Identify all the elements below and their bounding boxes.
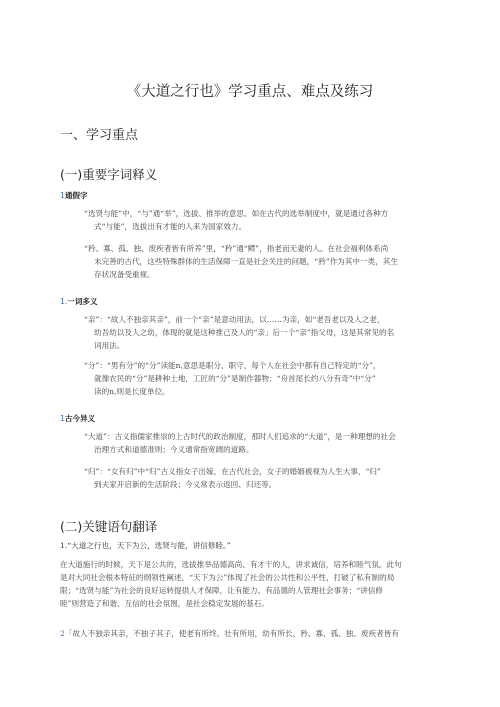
paragraph-yu — [84, 207, 444, 233]
text-line: 就像农民的“分”是耕种土地，工匠的“分”是制作器物；“舟首尾长约八分有奇”中“分” — [94, 374, 376, 383]
item-heading-tongjiazi — [60, 190, 88, 201]
text-line: 幼吾幼以及人之幼，体现的就是这种推己及人的“亲」后一个“亲”指父母，这是其常见的名 — [94, 328, 395, 337]
text-line: “亲”：“故人不独亲其亲”，前一个“亲”是意动用法，以……为亲，如“老吾老以及人之老， — [84, 315, 385, 324]
text-line: 治理方式和道德准则；今义通常指宽阔的道路。 — [94, 445, 254, 454]
text-line: 词用法。 — [94, 341, 125, 350]
text-line: 是对大同社会根本特征的纲领性阐述，“天下为公”体现了社会的公共性和公平性，打破了私有制的局 — [60, 573, 395, 582]
document-title: 《大道之行也》学习重点、难点及练习 — [126, 84, 374, 100]
paragraph-gui — [84, 465, 444, 491]
text-line: “分”：“男有分”的“分”读能n,意思是职分、职守，每个人在社会中都有自己特定的“分”， — [84, 361, 381, 370]
subsection-heading-translation: (二)关键语句翻译 — [60, 519, 158, 534]
text-line: 读的n,则是长度单位。 — [94, 387, 170, 396]
item-number: 1 — [60, 414, 65, 423]
item-label: 一词多义 — [67, 297, 98, 306]
text-line: “大道”：古义指儒家推崇的上古时代的政治制度，那时人们追求的“大道”，是一种理想的社会 — [84, 432, 396, 441]
key-sentence-2 — [60, 627, 444, 640]
text-line: 到夫家开启新的生活阶段；今义常表示返回、归还等。 — [94, 480, 277, 489]
paragraph-qin — [84, 313, 444, 352]
item-label: 古今异义 — [64, 414, 96, 423]
text-line: “矜、寡、孤、独、废疾者皆有所养”里，“矜”通“鳏”，指老而无妻的人。在社会福利体系尚 — [84, 244, 389, 253]
text-line: 未完善的古代，这些特殊群体的生活保障一直是社会关注的问题，“矜”作为其中一类，其生 — [94, 257, 398, 266]
paragraph-jin — [84, 242, 444, 281]
translation-paragraph-1 — [60, 558, 444, 610]
text-line: 「故人不独亲其亲，不独子其子，使老有所终，壮有所用，幼有所长，矜、寡、孤、独、废疾者皆有 — [64, 629, 399, 638]
subsection-heading-vocabulary: (一)重要字词释义 — [60, 167, 158, 182]
section-heading-key-points: 一、学习重点 — [60, 128, 139, 143]
item-number: 2 — [60, 629, 65, 638]
text-line: 式“与能”，选拔出有才能的人来为国家效力。 — [94, 222, 247, 231]
text-line: 存状况备受重视。 — [94, 270, 155, 279]
item-heading-ancient-modern — [60, 413, 95, 424]
text-line: 在大道施行的时候，天下是公共的，选拔推举品德高尚、有才干的人，讲求诚信，培养和睦气氛。此句 — [60, 560, 402, 569]
paragraph-dadao — [84, 430, 444, 456]
item-number: 1 — [60, 191, 65, 200]
text-line: 睦”则营造了和谐、互信的社会氛围，是社会稳定发展的基石。 — [60, 599, 269, 608]
text-line: “选贤与能”中，“与”通“举”，选拔、推举的意思。如在古代的选举制度中，就是通过各种方 — [84, 209, 389, 218]
item-label: 通假字 — [64, 191, 88, 200]
paragraph-fen — [84, 359, 444, 398]
item-number: 1. — [60, 297, 68, 306]
text-line: 限；“选贤与能”为社会的良好运转提供人才保障，让有能力、有品德的人管理社会事务；“讲信修 — [60, 586, 383, 595]
item-heading-polysemy — [60, 296, 98, 307]
text-line: “归”：“女有归”中“归”古义指女子出嫁，在古代社会，女子的婚姻被视为人生大事，“归” — [84, 467, 381, 476]
key-sentence-1: 1.“大道之行也，天下为公，选贤与能，讲信修睦。” — [60, 541, 231, 550]
